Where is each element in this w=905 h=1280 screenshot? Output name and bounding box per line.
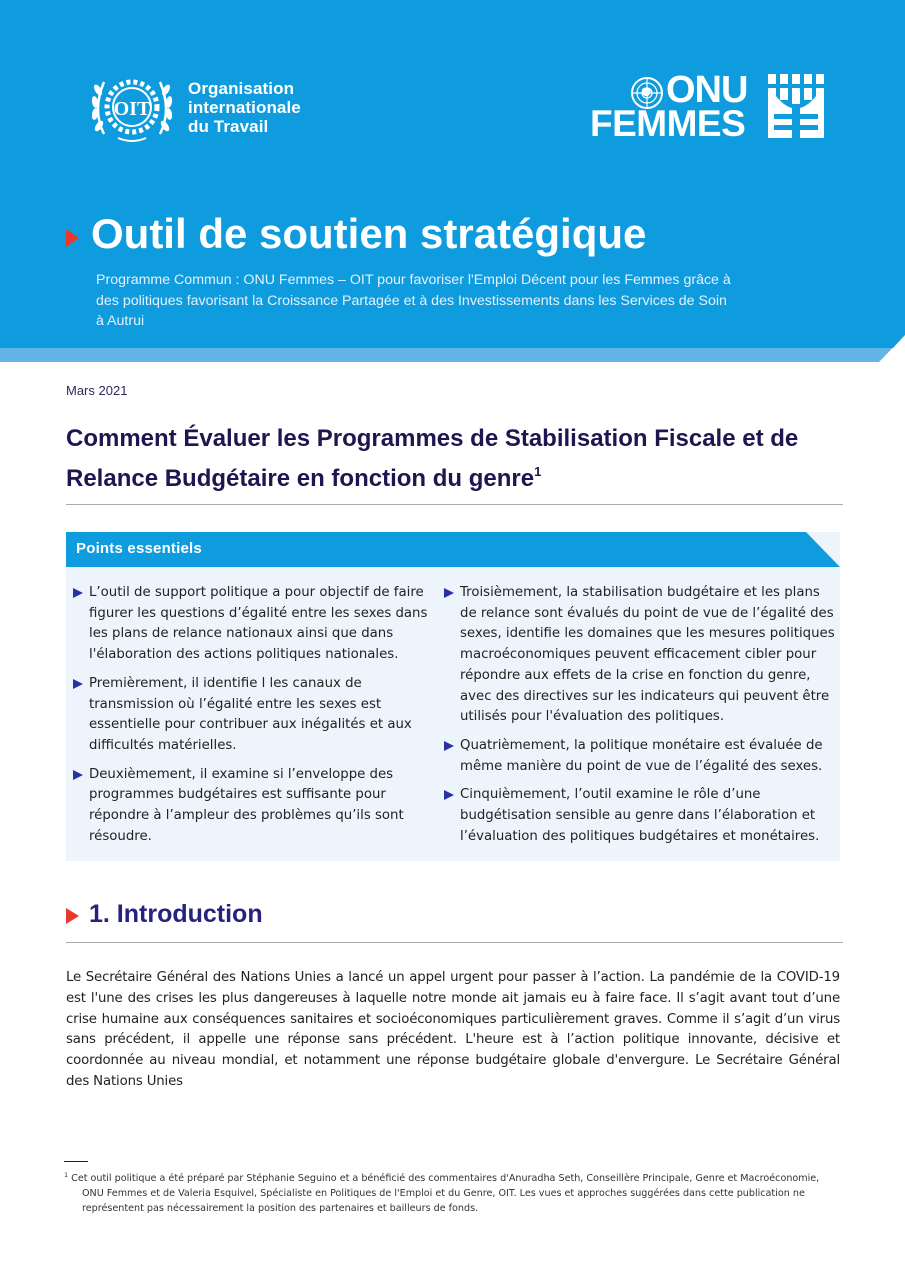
- bullet-triangle-icon: [73, 770, 83, 780]
- oit-logo: [88, 70, 301, 144]
- key-point-text: Premièrement, il identifie l les canaux de transmission où l’égalité entre les sexes est essentielle pour contribuer aux inégalités et aux difficultés matérielles.: [89, 675, 412, 753]
- bullet-triangle-icon: [73, 679, 83, 689]
- key-point-item: [443, 785, 838, 847]
- key-point-item: [443, 736, 838, 777]
- footnote-number: 1: [64, 1171, 69, 1179]
- bullet-triangle-icon: [444, 588, 454, 598]
- header-banner: [0, 0, 905, 362]
- footnote-divider: [64, 1161, 88, 1162]
- oit-name-line: Organisation: [188, 78, 295, 98]
- document-title-text: Comment Évaluer les Programmes de Stabilisation Fiscale et de Relance Budgétaire en fonction du genre: [66, 425, 799, 492]
- key-point-text: L’outil de support politique a pour objectif de faire figurer les questions d’égalité entre les sexes dans les plans de relance nationaux ainsi que dans l'élaboration des actions politiques nationales.: [89, 585, 428, 663]
- oit-name: [188, 79, 301, 136]
- red-triangle-icon: [66, 908, 79, 924]
- oit-emblem-icon: [88, 70, 176, 144]
- key-point-item: [443, 583, 838, 728]
- banner-subtitle: Programme Commun : ONU Femmes – OIT pour favoriser l'Emploi Décent pour les Femmes grâce à des politiques favorisant la Croissance Partagée et à des Investissements dans les Services de Soin à Autrui: [96, 272, 731, 329]
- red-triangle-icon: [66, 229, 79, 247]
- section-divider: [66, 942, 843, 943]
- key-point-text: Troisièmement, la stabilisation budgétaire et les plans de relance sont évalués du point de vue de l’égalité des sexes, identifie les domaines que les mesures politiques macroéconomiques peuvent efficacement cibler pour répondre aux effets de la crise en fonction du genre, avec des directives sur les indicateurs qui peuvent être utilisés pour l'évaluation des politiques.: [460, 585, 835, 725]
- bullet-triangle-icon: [444, 741, 454, 751]
- key-points-title: Points essentiels: [76, 540, 202, 557]
- key-point-item: [72, 674, 430, 757]
- document-title: [66, 422, 826, 495]
- key-points-left-column: [72, 583, 430, 855]
- introduction-paragraph: Le Secrétaire Général des Nations Unies a lancé un appel urgent pour passer à l’action. La pandémie de la COVID-19 est l'une des crises les plus dangereuses à laquelle notre monde ait jamais eu à faire face. Il s’agit avant tout d’une crise humaine aux conséquences sanitaires et socioéconomiques particulièrement graves. Comme il s’agit d’un virus sans précédent, il appelle une réponse sans précédent. L'heure est à l’action politique innovante, décisive et coordonnée au niveau mondial, et notamment une réponse budgétaire globale d'envergure. Le Secrétaire Général des Nations Unies: [66, 970, 840, 1089]
- bullet-triangle-icon: [73, 588, 83, 598]
- oit-name-line: du Travail: [188, 116, 269, 136]
- un-women-mark-icon: [768, 74, 824, 138]
- footnote-text: Cet outil politique a été préparé par Stéphanie Seguino et a bénéficié des commentaires d'Anuradha Seth, Conseillère Principale, Genre et Macroéconomie, ONU Femmes et de Valeria Esquivel, Spécialiste en Politiques de l'Emploi et du Genre, OIT. Les vues et approches suggérées dans cette publication ne représentent pas nécessairement la position des partenaires et bailleurs de fonds.: [71, 1173, 820, 1214]
- introduction-heading: 1. Introduction: [89, 900, 263, 928]
- introduction-heading-row: [66, 900, 263, 929]
- svg-text:OIT: OIT: [113, 98, 151, 120]
- footnote: [64, 1168, 834, 1216]
- banner-title: Outil de soutien stratégique: [91, 210, 647, 257]
- key-points-right-column: [443, 583, 838, 855]
- key-point-text: Quatrièmement, la politique monétaire est évaluée de même manière du point de vue de l’égalité des sexes.: [460, 737, 823, 774]
- femmes-label: FEMMES: [590, 103, 746, 144]
- publication-date: Mars 2021: [66, 383, 128, 398]
- footnote-ref[interactable]: 1: [534, 464, 542, 479]
- banner-title-row: [66, 208, 646, 260]
- key-point-text: Deuxièmement, il examine si l’enveloppe des programmes budgétaires est suffisante pour répondre à l’ampleur des problèmes qu’ils sont résoudre.: [89, 766, 404, 844]
- onu-femmes-logo: [590, 69, 830, 144]
- key-point-text: Cinquièmement, l’outil examine le rôle d’une budgétisation sensible au genre dans l’élaboration et l’évaluation des politiques budgétaires et monétaires.: [460, 787, 820, 844]
- key-point-item: [72, 765, 430, 848]
- bullet-triangle-icon: [444, 790, 454, 800]
- title-divider: [66, 504, 843, 505]
- key-points-header: [66, 532, 840, 567]
- oit-name-line: internationale: [188, 97, 301, 117]
- onu-label: ONU: [666, 69, 748, 111]
- key-point-item: [72, 583, 430, 666]
